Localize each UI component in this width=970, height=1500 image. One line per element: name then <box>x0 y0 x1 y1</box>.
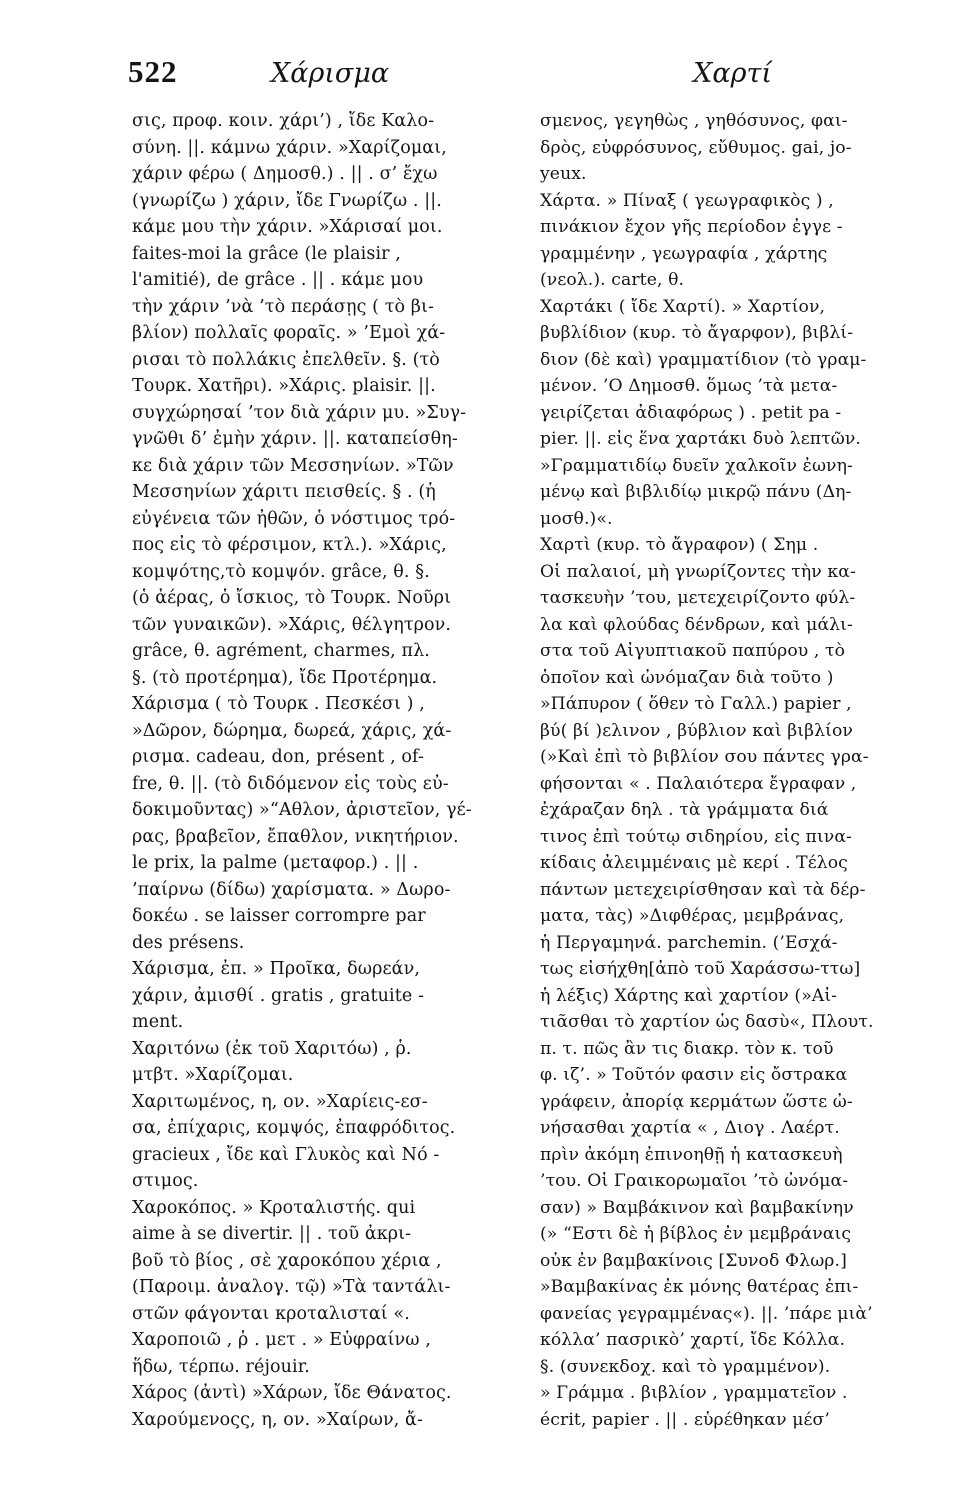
text-line: grâce, θ. agrément, charmes, πλ. <box>132 641 430 661</box>
text-line: Μεσσηνίων χάριτι πεισθείς. § . (ἡ <box>132 482 436 502</box>
page-header <box>128 54 840 102</box>
text-line: τινος ἐπὶ τούτῳ σιδηρίου, εἰς πινα- <box>540 826 852 847</box>
text-line: κίδαις ἀλειμμέναις μὲ κερί . Τέλος <box>540 853 848 873</box>
text-line: νήσασθαι χαρτία « , Διογ . Λαέρτ. <box>540 1118 840 1138</box>
text-line: ἡ λέξις) Χάρτης καὶ χαρτίον (»Αἰ- <box>540 985 838 1006</box>
left-column <box>132 108 507 1433</box>
text-line: »Δῶρον, δώρημα, δωρεά, χάρις, χά- <box>132 720 452 741</box>
text-line: faites-moi la grâce (le plaisir , <box>132 243 401 264</box>
text-line: Χάρος (ἀντὶ) »Χάρων, ἴδε Θάνατος. <box>132 1383 452 1403</box>
text-line: Οἱ παλαιοί, μὴ γνωρίζοντες τὴν κα- <box>540 561 856 582</box>
text-line: ἡ Περγαμηνά. parchemin. (’Εσχά- <box>540 932 838 953</box>
text-line: δοκιμοῦντας) »“Αθλον, ἀριστεῖον, γέ- <box>132 800 472 820</box>
text-line: (γνωρίζω ) χάριν, ἴδε Γνωρίζω . ||. <box>132 190 442 211</box>
text-line: δοκέω . se laisser corrompre par <box>132 906 426 926</box>
text-line: (»Καὶ ἐπὶ τὸ βιβλίον σου πάντες γρα- <box>540 747 869 767</box>
text-line: συγχώρησαί ’τον διὰ χάριν μυ. »Συγ- <box>132 402 467 423</box>
text-line: »Βαμβακίνας ἐκ μόνης θατέρας ἐπι- <box>540 1277 859 1297</box>
text-line: l'amitié), de grâce . || . κάμε μου <box>132 270 424 290</box>
text-line: ἐχάραζαν δηλ . τὰ γράμματα διά <box>540 800 829 820</box>
text-line: βοῦ τὸ βίος , σὲ χαροκόπου χέρια , <box>132 1250 442 1271</box>
text-line: (Παροιμ. ἀναλογ. τῷ) »Τὰ ταντάλι- <box>132 1277 451 1297</box>
text-line: τασκευὴν ’του, μετεχειρίζοντο φύλ- <box>540 588 856 608</box>
text-line: χάριν φέρω ( Δημοσθ.) . || . σ’ ἔχω <box>132 164 438 184</box>
text-line: (ὁ ἀέρας, ὁ ἴσκιος, τὸ Τουρκ. Νοῦρι <box>132 588 452 608</box>
text-line: φανείας γεγραμμένας«). ||. ’πάρε μιὰ’ <box>540 1303 873 1324</box>
text-line: γνῶθι δ’ ἐμὴν χάριν. ||. καταπείσθη- <box>132 429 458 449</box>
text-line: » Γράμμα . βιβλίον , γραμματεῖον . <box>540 1383 848 1403</box>
text-line: πάντων μετεχειρίσθησαν καὶ τὰ δέρ- <box>540 879 866 900</box>
text-line: »Πάπυρον ( ὅθεν τὸ Γαλλ.) papier , <box>540 694 852 714</box>
text-line: gracieux , ἴδε καὶ Γλυκὸς καὶ Νό - <box>132 1144 440 1165</box>
text-line: aime à se divertir. || . τοῦ ἀκρι- <box>132 1224 412 1244</box>
text-line: Χαρούμενοςς, η, ον. »Χαίρων, ἄ- <box>132 1409 423 1430</box>
text-line: Χαριτόνω (ἐκ τοῦ Χαριτόω) , ῥ. <box>132 1038 412 1059</box>
text-line: ment. <box>132 1012 184 1032</box>
text-line: Χάρισμα ( τὸ Τουρκ . Πεσκέσι ) , <box>132 694 425 714</box>
text-line: Χαρτάκι ( ἴδε Χαρτί). » Χαρτίον, <box>540 296 826 317</box>
text-line: πινάκιον ἔχον γῆς περίοδον ἐγγε - <box>540 217 843 237</box>
text-line: διον (δὲ καὶ) γραμματίδιον (τὸ γραμ- <box>540 349 867 370</box>
text-line: Χαροκόπος. » Κροταλιστής. qui <box>132 1197 416 1218</box>
text-line: κάμε μου τὴν χάριν. »Χάρισαί μοι. <box>132 217 443 237</box>
text-line: πρὶν ἀκόμη ἐπινοηθῇ ἡ κατασκευὴ <box>540 1144 843 1165</box>
text-line: ’παίρνω (δίδω) χαρίσματα. » Δωρο- <box>132 879 451 900</box>
text-line: τιᾶσθαι τὸ χαρτίον ὡς δασὺ«, Πλουτ. <box>540 1012 874 1032</box>
text-line: χάριν, ἀμισθί . gratis , gratuite - <box>132 985 424 1006</box>
text-line: φ. ιζ’. » Τοῦτόν φασιν εἰς ὄστρακα <box>540 1065 848 1085</box>
text-line: φήσονται « . Παλαιότερα ἔγραφαν , <box>540 773 857 794</box>
text-line: Χαριτωμένος, η, ον. »Χαρίεις-εσ- <box>132 1091 428 1112</box>
text-line: ρισμα. cadeau, don, présent , of- <box>132 747 425 767</box>
text-line: δρὸς, εὐφρόσυνος, εὔθυμος. gai, jo- <box>540 137 852 158</box>
text-line: le prix, la palme (μεταφορ.) . || . <box>132 853 419 873</box>
text-line: ρισαι τὸ πολλάκις ἐπελθεῖν. §. (τὸ <box>132 349 440 370</box>
text-line: ρας, βραβεῖον, ἔπαθλον, νικητήριον. <box>132 826 459 847</box>
text-line: écrit, papier . || . εὑρέθηκαν μέσ’ <box>540 1409 830 1430</box>
text-line: des présens. <box>132 932 245 953</box>
text-line: γραμμένην , γεωγραφία , χάρτης <box>540 243 828 264</box>
text-line: βυβλίδιον (κυρ. τὸ ἄγαρφον), βιβλί- <box>540 323 854 343</box>
text-line: Χάρισμα, ἐπ. » Προῖκα, δωρεάν, <box>132 959 420 979</box>
text-line: κόλλα’ πασρικὸ’ χαρτί, ἴδε Κόλλα. <box>540 1330 846 1350</box>
text-line: σμενος, γεγηθὼς , γηθόσυνος, φαι- <box>540 111 848 131</box>
text-line: §. (τὸ προτέρημα), ἴδε Προτέρημα. <box>132 667 438 688</box>
text-line: κομψότης,τὸ κομψόν. grâce, θ. §. <box>132 561 430 582</box>
text-line: γειρίζεται ἀδιαφόρως ) . petit pa - <box>540 402 842 423</box>
text-line: μένον. ’Ο Δημοσθ. ὅμως ’τὰ μετα- <box>540 376 838 396</box>
text-line: yeux. <box>540 164 587 184</box>
text-line: σις, προφ. κοιν. χάρι’) , ἴδε Καλο- <box>132 111 435 131</box>
text-line: σαν) » Βαμβάκινον καὶ βαμβακίνην <box>540 1197 854 1218</box>
text-line: π. τ. πῶς ἂν τις διακρ. τὸν κ. τοῦ <box>540 1038 834 1059</box>
text-line: ματα, τὰς) »Διφθέρας, μεμβράνας, <box>540 906 845 926</box>
text-line: Χαροποιῶ , ῥ . μετ . » Εὐφραίνω , <box>132 1330 431 1350</box>
text-line: Χαρτὶ (κυρ. τὸ ἄγραφον) ( Σημ . <box>540 535 819 555</box>
text-line: fre, θ. ||. (τὸ διδόμενον εἰς τοὺς εὐ- <box>132 773 449 794</box>
text-line: βλίον) πολλαῖς φοραῖς. » ’Εμοὶ χά- <box>132 323 446 343</box>
text-line: στῶν φάγονται κροταλισταί «. <box>132 1303 410 1324</box>
text-line: σύνη. ||. κάμνω χάριν. »Χαρίζομαι, <box>132 137 447 158</box>
text-line: στιμος. <box>132 1171 199 1191</box>
left-headword: Χάρισμα <box>271 58 390 89</box>
text-line: ’του. Οἱ Γραικορωμαῖοι ’τὸ ὠνόμα- <box>540 1171 849 1191</box>
text-line: Χάρτα. » Πίναξ ( γεωγραφικὸς ) , <box>540 190 834 211</box>
text-line: pier. ||. εἰς ἕνα χαρτάκι δυὸ λεπτῶν. <box>540 429 861 449</box>
text-line: κε διὰ χάριν τῶν Μεσσηνίων. »Τῶν <box>132 455 454 476</box>
text-line: §. (συνεκδοχ. καὶ τὸ γραμμένον). <box>540 1356 831 1377</box>
text-line: »Γραμματιδίῳ δυεῖν χαλκοῖν ἐωνη- <box>540 455 853 476</box>
text-line: λα καὶ φλούδας δένδρων, καὶ μάλι- <box>540 614 853 635</box>
text-line: (νεολ.). carte, θ. <box>540 270 685 290</box>
text-line: σα, ἐπίχαρις, κομψός, ἐπαφρόδιτος. <box>132 1118 456 1138</box>
text-line: οὐκ ἐν βαμβακίνοις [Συνοδ Φλωρ.] <box>540 1250 847 1271</box>
text-line: μένῳ καὶ βιβλιδίῳ μικρῷ πάνυ (Δη- <box>540 482 852 502</box>
text-line: ἥδω, τέρπω. réjouir. <box>132 1356 310 1377</box>
text-line: γράφειν, ἀπορίᾳ κερμάτων ὥστε ὠ- <box>540 1091 853 1112</box>
text-line: εὐγένεια τῶν ἠθῶν, ὁ νόστιμος τρό- <box>132 508 456 529</box>
text-line: πος εἰς τὸ φέρσιμον, κτλ.). »Χάρις, <box>132 535 447 555</box>
text-line: Τουρκ. Χατῆρι). »Χάρις. plaisir. ||. <box>132 376 436 396</box>
text-line: τὴν χάριν ’νὰ ’τὸ περάσῃς ( τὸ βι- <box>132 296 434 317</box>
text-line: βύ( βί )ελινον , βύβλιον καὶ βιβλίον <box>540 720 853 741</box>
page-number: 522 <box>128 54 178 89</box>
text-line: στα τοῦ Αἰγυπτιακοῦ παπύρου , τὸ <box>540 641 846 661</box>
text-line: τῶν γυναικῶν). »Χάρις, θέλγητρον. <box>132 614 452 635</box>
text-line: τως εἰσήχθη[ἀπὸ τοῦ Χαράσσω-ττω] <box>540 959 861 979</box>
text-line: μτβτ. »Χαρίζομαι. <box>132 1065 294 1085</box>
right-headword: Χαρτί <box>693 58 772 89</box>
text-line: μοσθ.)«. <box>540 508 613 529</box>
text-line: ὁποῖον καὶ ὠνόμαζαν διὰ τοῦτο ) <box>540 667 834 688</box>
right-column <box>540 108 932 1433</box>
text-line: (» “Εστι δὲ ἡ βίβλος ἐν μεμβράναις <box>540 1224 852 1244</box>
